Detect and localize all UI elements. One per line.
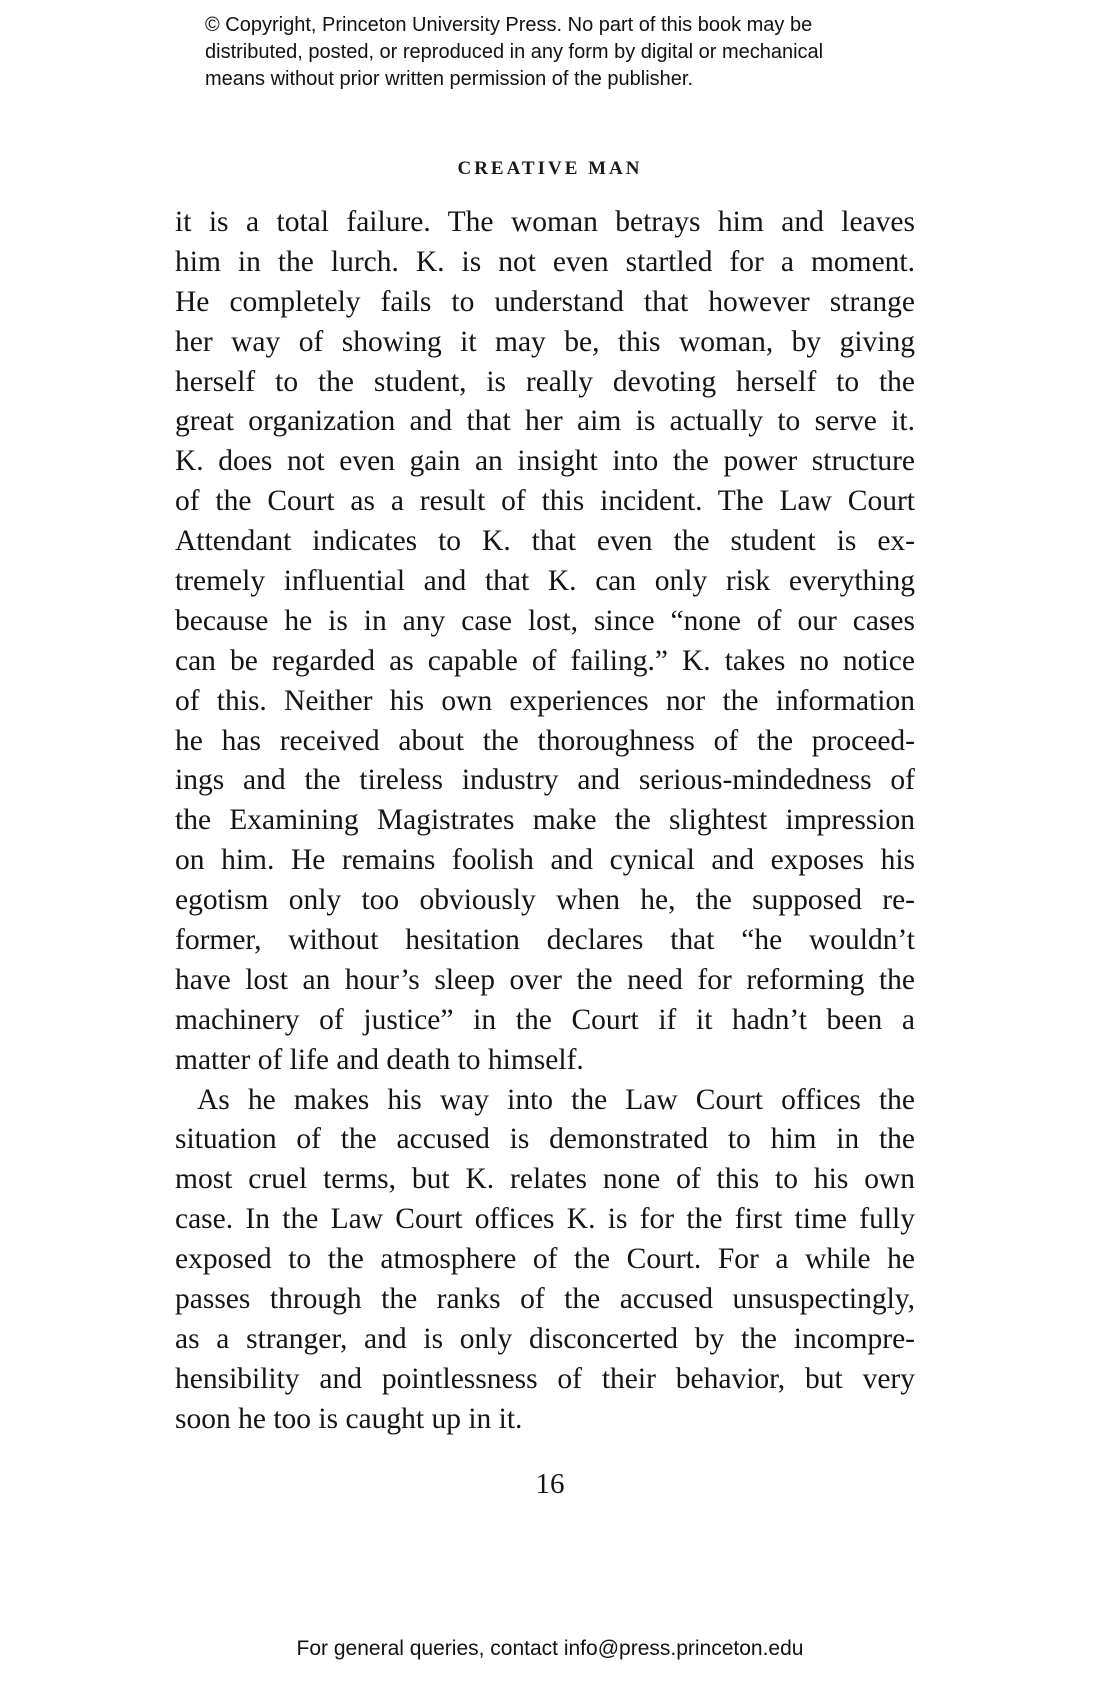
text-line: passes through the ranks of the accused unsuspectingly, (175, 1283, 915, 1316)
text-line: her way of showing it may be, this woman, by giving (175, 325, 915, 358)
body-text (175, 203, 915, 1440)
text-line: machinery of justice” in the Court if it hadn’t been a (175, 1003, 915, 1036)
text-line: tremely influential and that K. can only risk everything (175, 565, 915, 598)
text-line: ings and the tireless industry and serious-mindedness of (175, 764, 915, 797)
text-line: former, without hesitation declares that “he wouldn’t (175, 924, 915, 957)
text-line: He completely fails to understand that however strange (175, 285, 915, 318)
footer-contact: For general queries, contact info@press.princeton.edu (296, 1637, 804, 1660)
text-line: of the Court as a result of this incident. The Law Court (175, 485, 915, 518)
text-line: have lost an hour’s sleep over the need for reforming the (175, 963, 915, 996)
text-line: herself to the student, is really devoting herself to the (175, 365, 915, 398)
text-line: situation of the accused is demonstrated to him in the (175, 1123, 915, 1156)
text-line: most cruel terms, but K. relates none of this to his own (175, 1163, 915, 1196)
text-line: as a stranger, and is only disconcerted by the incompre- (175, 1322, 915, 1355)
copyright-line: distributed, posted, or reproduced in any form by digital or mechanical (205, 41, 824, 63)
text-line: on him. He remains foolish and cynical and exposes his (175, 844, 915, 877)
paragraph-2 (175, 1081, 915, 1440)
text-line: case. In the Law Court offices K. is for the first time fully (175, 1203, 915, 1236)
text-line: can be regarded as capable of failing.” K. takes no notice (175, 644, 915, 677)
text-line: of this. Neither his own experiences nor the information (175, 684, 915, 717)
copyright-line: © Copyright, Princeton University Press. No part of this book may be (205, 14, 813, 36)
text-line: the Examining Magistrates make the slightest impression (175, 804, 915, 837)
text-line: it is a total failure. The woman betrays him and leaves (175, 206, 915, 238)
copyright-notice (205, 12, 925, 93)
text-line: hensibility and pointlessness of their behavior, but very (175, 1362, 915, 1395)
text-line: K. does not even gain an insight into the power structure (175, 445, 915, 478)
text-line: egotism only too obviously when he, the supposed re- (175, 884, 915, 917)
text-line: soon he too is caught up in it. (175, 1402, 523, 1435)
page-number: 16 (535, 1468, 565, 1500)
text-line: because he is in any case lost, since “none of our cases (175, 604, 915, 637)
paragraph-1 (175, 203, 915, 1081)
text-line: exposed to the atmosphere of the Court. For a while he (175, 1243, 915, 1276)
text-line: him in the lurch. K. is not even startled for a moment. (175, 245, 915, 278)
text-line: he has received about the thoroughness of the proceed- (175, 724, 915, 757)
text-line: matter of life and death to himself. (175, 1043, 584, 1076)
copyright-line: means without prior written permission of the publisher. (205, 68, 694, 90)
text-line: great organization and that her aim is actually to serve it. (175, 405, 915, 438)
text-line: Attendant indicates to K. that even the student is ex- (175, 525, 915, 558)
text-line: As he makes his way into the Law Court offices the (197, 1083, 915, 1116)
running-head: CREATIVE MAN (457, 158, 643, 179)
